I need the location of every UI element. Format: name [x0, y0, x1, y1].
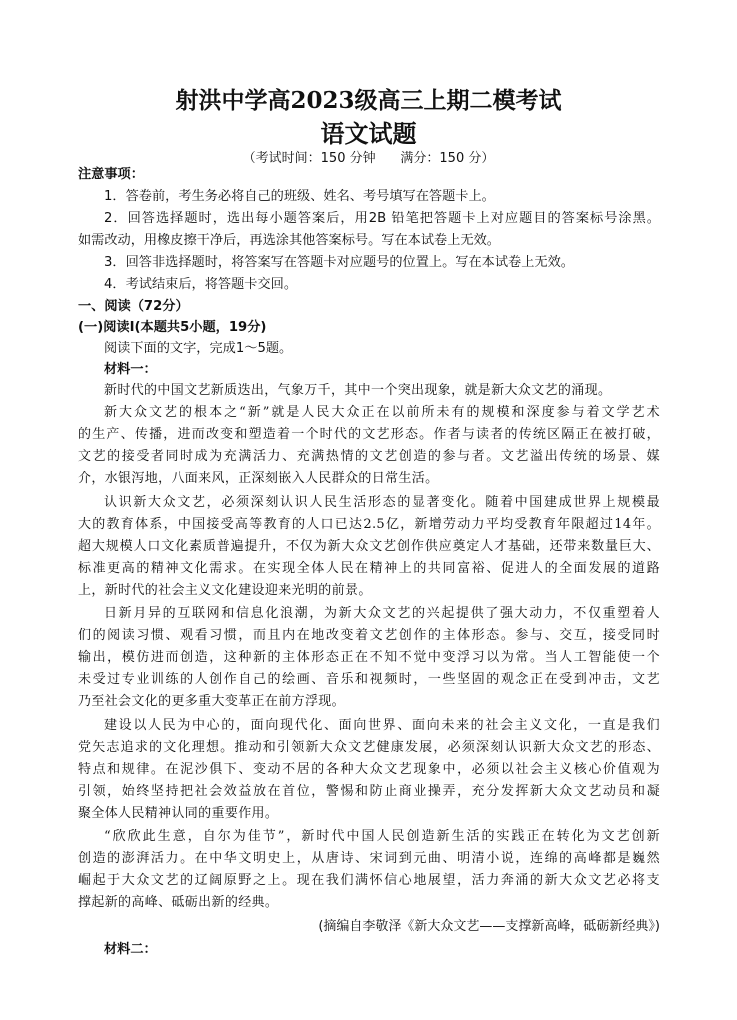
- article-line: 聚全体人民精神认同的重要作用。: [78, 806, 279, 821]
- material-label: 材料二：: [104, 942, 157, 957]
- article-line: 特点和规律。在泥沙俱下、变动不居的各种大众文艺现象中，必须以社会主义核心价值观为: [78, 762, 660, 777]
- article-line: 介，水银泻地，八面来风，正深刻嵌入人民群众的日常生活。: [78, 471, 439, 486]
- material-label: 材料一：: [104, 362, 157, 377]
- article-line: 党矢志追求的文化理想。推动和引领新大众文艺健康发展，必须深刻认识新大众文艺的形态、: [78, 740, 660, 755]
- article-line: 乃至社会文化的更多重大变革正在前方浮现。: [78, 694, 346, 709]
- exam-time-info: （考试时间：150 分钟 满分：150 分）: [242, 151, 495, 166]
- section-heading: 一、阅读（72分）: [78, 299, 189, 314]
- article-line: 日新月异的互联网和信息化浪潮，为新大众文艺的兴起提供了强大动力，不仅重塑着人: [104, 606, 660, 621]
- subject-title: 语文试题: [320, 119, 417, 148]
- article-line: 标准更高的精神文化需求。在实现全体人民在精神上的共同富裕、促进人的全面发展的道路: [78, 561, 660, 576]
- article-line: 新大众文艺的根本之“新”就是人民大众正在以前所未有的规模和深度参与着文学艺术: [104, 405, 660, 420]
- article-line: 撑起新的高峰、砥砺出新的经典。: [78, 895, 279, 910]
- article-line: 建设以人民为中心的，面向现代化、面向世界、面向未来的社会主义文化，一直是我们: [104, 718, 660, 733]
- notice-item: 2．回答选择题时，选出每小题答案后，用2B 铅笔把答题卡上对应题目的答案标号涂黑。: [104, 211, 660, 226]
- notice-heading: 注意事项：: [78, 167, 144, 182]
- article-line: 认识新大众文艺，必须深刻认识人民生活形态的显著变化。随着中国建成世界上规模最: [104, 495, 660, 510]
- exam-title: 射洪中学高2023级高三上期二模考试: [175, 87, 562, 114]
- subsection-heading: (一)阅读I(本题共5小题，19分): [78, 320, 267, 335]
- article-line: 大的教育体系，中国接受高等教育的人口已达2.5亿，新增劳动力平均受教育年限超过14年。: [78, 517, 660, 532]
- article-line: 引领，始终坚持把社会效益放在首位，警惕和防止商业操弄，充分发挥新大众文艺动员和凝: [78, 784, 660, 799]
- notice-item: 1．答卷前，考生务必将自己的班级、姓名、考号填写在答题卡上。: [104, 189, 495, 204]
- source-citation: (摘编自李敬泽《新大众文艺——支撑新高峰，砥砺新经典》): [318, 919, 660, 934]
- article-line: 输出，模仿进而创造，这种新的主体形态正在不知不觉中变浮习以为常。当人工智能使一个: [78, 650, 660, 665]
- article-line: 创造的澎湃活力。在中华文明史上，从唐诗、宋词到元曲、明清小说，连绵的高峰都是巍然: [78, 851, 660, 866]
- article-line: “欣欣此生意，自尔为佳节”，新时代中国人民创造新生活的实践正在转化为文艺创新: [104, 829, 660, 844]
- article-line: 文艺的接受者同时成为充满活力、充满热情的文艺创造的参与者。文艺溢出传统的场景、媒: [78, 449, 660, 464]
- notice-item: 如需改动，用橡皮擦干净后，再选涂其他答案标号。写在本试卷上无效。: [78, 233, 500, 248]
- notice-item: 3．回答非选择题时，将答案写在答题卡对应题号的位置上。写在本试卷上无效。: [104, 255, 574, 270]
- article-line: 的生产、传播，进而改变和塑造着一个时代的文艺形态。作者与读者的传统区隔正在被打破，: [78, 427, 660, 442]
- notice-item: 4．考试结束后，将答题卡交回。: [104, 277, 298, 292]
- article-line: 未受过专业训练的人创作自己的绘画、音乐和视频时，一些坚固的观念正在受到冲击，文艺: [78, 672, 660, 687]
- article-line: 上，新时代的社会主义文化建设迎来光明的前景。: [78, 583, 372, 598]
- article-line: 新时代的中国文艺新质迭出，气象万千，其中一个突出现象，就是新大众文艺的涌现。: [104, 383, 612, 398]
- article-line: 们的阅读习惯、观看习惯，而且内在地改变着文艺创作的主体形态。参与、交互，接受同时: [78, 628, 660, 643]
- article-line: 崛起于大众文艺的辽阔原野之上。现在我们满怀信心地展望，活力奔涌的新大众文艺必将支: [78, 873, 660, 888]
- reading-instruction: 阅读下面的文字，完成1～5题。: [104, 341, 293, 356]
- article-line: 超大规模人口文化素质普遍提升，不仅为新大众文艺创作供应奠定人才基础，还带来数量巨大、: [78, 539, 660, 554]
